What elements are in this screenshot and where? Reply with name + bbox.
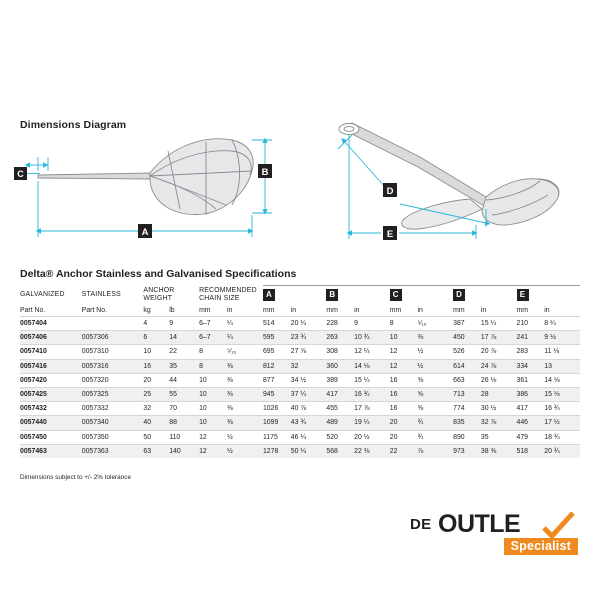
unit-header-a-mm: mm [262,306,275,314]
table-cell: 663 [453,373,481,387]
table-cell: 0057463 [20,444,82,458]
table-cell: 774 [453,402,481,416]
table-cell: ⅜ [227,387,263,401]
unit-header-weight-lb: lb [169,306,175,314]
group-header-b: B [326,286,389,305]
table-cell: 0057440 [20,416,82,430]
table-cell: 140 [169,444,199,458]
unit-header-b-mm: mm [326,306,338,314]
table-cell: 15 ¼ [354,373,390,387]
table-cell: ⅝ [418,373,454,387]
table-cell: ⅜ [227,359,263,373]
unit-header-d-in: in [480,306,487,314]
table-cell: 0057420 [20,373,82,387]
table-cell: 12 [390,359,418,373]
table-cell: 12 ¼ [354,345,390,359]
table-cell: 263 [326,331,354,345]
table-cell: 0057410 [20,345,82,359]
table-cell: 32 ⅞ [481,416,517,430]
table-cell: ⅝ [418,402,454,416]
table-cell: 27 ⅞ [291,345,327,359]
diagram-title: Dimensions Diagram [20,119,127,131]
table-cell: ⅜ [227,402,263,416]
table-cell: 19 ¼ [354,416,390,430]
table-cell: 12 [199,444,227,458]
group-header-chain-size: RECOMMENDED CHAIN SIZE [199,286,257,302]
table-cell: 40 [143,416,169,430]
dimension-label-d: D [386,186,394,197]
table-cell: 16 [390,387,418,401]
table-cell: 16 [390,402,418,416]
table-cell: 20 [143,373,169,387]
table-header [20,286,580,317]
table-row [20,402,580,416]
table-cell: 22 [169,345,199,359]
table-cell: 26 ⅛ [481,373,517,387]
table-cell: 6 [143,331,169,345]
table-cell: 14 ⅛ [544,373,580,387]
table-body [20,317,580,458]
table-cell: 4 [143,317,169,331]
table-cell: 0057306 [82,331,144,345]
table-cell: 16 [143,359,169,373]
table-cell: 568 [326,444,354,458]
table-cell: 9 [354,317,390,331]
table-cell: 8 [199,345,227,359]
table-cell: 32 [143,402,169,416]
table-cell: 63 [143,444,169,458]
table-cell: 695 [263,345,291,359]
table-cell: 9 ½ [544,331,580,345]
table-cell: 17 ⅞ [481,331,517,345]
table-cell: ⅞ [418,444,454,458]
anchor-top-view [38,139,253,215]
table-cell: 283 [517,345,545,359]
table-cell: 16 ¾ [544,402,580,416]
group-header-stainless: STAINLESS [81,290,121,298]
logo-specialist-text: Specialist [504,538,578,555]
table-cell: 0057320 [82,373,144,387]
table-cell: 38 ⅜ [481,444,517,458]
table-cell: 0057316 [82,359,144,373]
group-header-a: A [263,286,326,305]
table-cell: 8 [390,317,418,331]
unit-header-d-mm: mm [453,306,465,314]
table-cell: 10 [199,373,227,387]
table-cell: 890 [453,430,481,444]
table-cell: 43 ¾ [291,416,327,430]
table-cell: 55 [169,387,199,401]
table-cell: 479 [517,430,545,444]
table-cell: 40 ⅞ [291,402,327,416]
dimension-c [30,157,48,171]
dimension-label-b: B [261,167,269,178]
table-cell: 386 [517,387,545,401]
dimension-label-a: A [141,227,149,238]
table-cell: ½ [418,345,454,359]
table-cell: ½ [227,444,263,458]
table-cell: 24 ⅞ [481,359,517,373]
table-cell: 0057406 [20,331,82,345]
table-cell: 20 ¼ [291,317,327,331]
logo-de-text: DE [410,516,432,533]
table-row [20,345,580,359]
table-cell: 10 ¾ [354,331,390,345]
table-cell: 34 ½ [291,373,327,387]
table-cell: 50 [143,430,169,444]
unit-header-c-mm: mm [389,306,402,314]
table-cell: 1026 [263,402,291,416]
table-cell: 945 [263,387,291,401]
table-cell: ⅜ [227,416,263,430]
anchor-side-view [339,123,559,229]
logo-outlet-text: OUTLE [438,510,521,538]
table-cell: 12 [390,345,418,359]
table-cell: 389 [326,373,354,387]
table-cell: 22 [390,444,418,458]
table-cell: 13 [544,359,580,373]
brand-logo [410,510,578,560]
table-cell: 20 [390,416,418,430]
table-cell: ⁵⁄₁₆ [418,317,454,331]
table-cell: ⁵⁄₁₆ [227,345,263,359]
table-cell: 20 ½ [354,430,390,444]
table-cell: 1175 [263,430,291,444]
table-cell: 518 [517,444,545,458]
specifications-table [20,285,580,458]
table-cell: 23 ¾ [291,331,327,345]
table-cell: 450 [453,331,481,345]
table-cell: 6–7 [199,317,227,331]
table-cell: 35 [169,359,199,373]
table-cell: ¾ [418,416,454,430]
table-cell: 973 [453,444,481,458]
table-cell: 11 ⅛ [544,345,580,359]
table-cell: 835 [453,416,481,430]
unit-header-e-in: in [544,306,550,314]
table-cell: 360 [326,359,354,373]
table-row [20,387,580,401]
group-header-d: D [453,286,516,305]
table-cell: 0057432 [20,402,82,416]
table-cell [82,317,144,331]
unit-header-b-in: in [354,306,360,314]
table-cell: 10 [390,331,418,345]
table-unit-header-row [20,304,580,317]
table-cell: 8 [199,359,227,373]
group-header-e: E [517,286,580,305]
table-cell: 17 ⅞ [354,402,390,416]
dimension-label-c: C [17,169,24,179]
table-cell: 35 [481,430,517,444]
table-cell: 44 [169,373,199,387]
table-row [20,416,580,430]
table-cell: 241 [517,331,545,345]
group-header-anchor-weight: ANCHOR WEIGHT [143,286,175,302]
table-cell: 30 ½ [481,402,517,416]
table-row [20,430,580,444]
dimension-label-e: E [386,229,394,240]
table-cell: 20 ¾ [544,444,580,458]
table-cell: ⅜ [227,373,263,387]
table-cell: 526 [453,345,481,359]
table-cell: 387 [453,317,481,331]
table-cell: ½ [418,359,454,373]
table-cell: 0057325 [82,387,144,401]
table-cell: 0057425 [20,387,82,401]
table-cell: 455 [326,402,354,416]
table-row [20,373,580,387]
table-cell: 417 [517,402,545,416]
table-cell: 46 ¼ [291,430,327,444]
table-cell: 0057340 [82,416,144,430]
table-cell: 15 ⅛ [544,387,580,401]
table-cell: 10 [199,416,227,430]
table-cell: 334 [517,359,545,373]
table-cell: 88 [169,416,199,430]
table-cell: ½ [227,430,263,444]
table-cell: 0057350 [82,430,144,444]
table-cell: 20 ⅞ [481,345,517,359]
table-cell: 50 ¼ [291,444,327,458]
unit-header-chain-mm: mm [199,306,211,314]
table-cell: 20 [390,430,418,444]
table-cell: 446 [517,416,545,430]
table-cell: 713 [453,387,481,401]
table-cell: 32 [291,359,327,373]
table-cell: 0057404 [20,317,82,331]
table-cell: ¼ [227,317,263,331]
group-header-c: C [390,286,453,305]
table-cell: 210 [517,317,545,331]
table-cell: 417 [326,387,354,401]
table-cell: 70 [169,402,199,416]
table-cell: 25 [143,387,169,401]
table-cell: 10 [143,345,169,359]
table-cell: 10 [199,387,227,401]
specifications-title: Delta® Anchor Stainless and Galvanised Specifications [20,268,297,280]
table-cell: 308 [326,345,354,359]
table-row [20,317,580,331]
table-cell: 9 [169,317,199,331]
table-cell: 0057450 [20,430,82,444]
table-cell: 18 ¾ [544,430,580,444]
table-cell: 0057363 [82,444,144,458]
group-header-galvanized: GALVANIZED [20,290,65,298]
unit-header-a-in: in [290,306,297,314]
table-cell: 16 [390,373,418,387]
table-cell: ⅝ [418,387,454,401]
table-cell: ⅜ [418,331,454,345]
unit-header-e-mm: mm [516,306,528,314]
table-cell: 37 ¼ [291,387,327,401]
table-cell: 614 [453,359,481,373]
unit-header-stainless-partno: Part No. [81,306,108,314]
unit-header-weight-kg: kg [143,306,151,314]
table-cell: 15 ¼ [481,317,517,331]
table-cell: ¼ [227,331,263,345]
unit-header-chain-in: in [227,306,233,314]
table-cell: 8 ¼ [544,317,580,331]
table-cell: 228 [326,317,354,331]
table-group-header-row [20,286,580,305]
table-cell: ¾ [418,430,454,444]
table-cell: 0057310 [82,345,144,359]
table-cell: 17 ½ [544,416,580,430]
table-cell: 812 [263,359,291,373]
table-cell: 14 ⅛ [354,359,390,373]
table-cell: 12 [199,430,227,444]
table-cell: 28 [481,387,517,401]
table-cell: 14 [169,331,199,345]
table-cell: 1099 [263,416,291,430]
table-row [20,444,580,458]
table-cell: 514 [263,317,291,331]
table-cell: 595 [263,331,291,345]
table-cell: 1278 [263,444,291,458]
table-cell: 110 [169,430,199,444]
table-cell: 877 [263,373,291,387]
unit-header-galvanized-partno: Part No. [20,306,46,314]
dimensions-diagram [0,105,600,260]
tolerance-note: Dimensions subject to +/- 2% tolerance [20,474,132,481]
table-cell: 520 [326,430,354,444]
table-cell: 10 [199,402,227,416]
table-cell: 361 [517,373,545,387]
table-cell: 22 ⅜ [354,444,390,458]
table-row [20,359,580,373]
table-cell: 16 ¾ [354,387,390,401]
unit-header-c-in: in [417,306,423,314]
table-cell: 489 [326,416,354,430]
table-cell: 0057416 [20,359,82,373]
table-cell: 6–7 [199,331,227,345]
table-row [20,331,580,345]
table-cell: 0057332 [82,402,144,416]
